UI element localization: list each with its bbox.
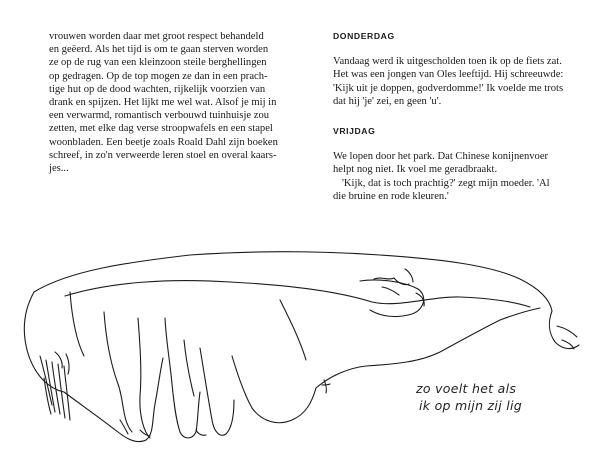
body-text-line: tige hut op de dood wachten, rijkelijk voorzien van [49, 83, 266, 95]
body-text-line: drank en spijzen. Het lijkt me wel wat. Alsof je mij in [49, 97, 277, 109]
figure-body-contour [65, 281, 530, 307]
body-text-line: jes... [49, 163, 69, 175]
body-text-line: dat hij 'je' zei, en geen 'u'. [333, 95, 442, 107]
figure-hair [40, 356, 70, 420]
body-text-line: zetten, met elke dag verse stroopwafels en een stapel [49, 123, 273, 135]
figure-fold [280, 300, 306, 360]
body-text-line: ze op de rug van een kleinzoon steile berghellingen [49, 57, 267, 69]
body-text-line: die bruine en rode kleuren.' [333, 190, 449, 202]
body-text-line: schreef, in zo'n verweerde leren stoel en overal kaars- [49, 149, 277, 161]
figure-fold [184, 340, 194, 396]
body-text-line: We lopen door het park. Dat Chinese konijnenvoer [333, 151, 549, 163]
caption-line: zo voelt het als [416, 381, 517, 396]
figure-fold [70, 292, 84, 356]
figure-fold [165, 318, 200, 438]
handwritten-caption [416, 381, 522, 414]
section-heading-vrijdag: VRIJDAG [333, 126, 376, 137]
figure-hip [316, 308, 540, 388]
figure-arm [360, 280, 424, 317]
body-text-line: helpt nog niet. Ik voel me geradbraakt. [333, 164, 498, 176]
body-text-line: Vandaag werd ik uitgescholden toen ik op de fiets zat. [333, 56, 562, 68]
body-text-line: vrouwen worden daar met groot respect behandeld [49, 31, 264, 42]
body-text-line: 'Kijk, dat is toch prachtig?' zegt mijn moeder. 'Al [342, 177, 550, 189]
body-text-line: een verwarmd, romantisch verbouwd tuinhuisje zou [49, 110, 270, 122]
figure-fold [200, 348, 234, 435]
figure-fold [104, 312, 132, 432]
body-text-line: en geëerd. Als het tijd is om te gaan sterven worden [49, 44, 269, 56]
figure-head [24, 292, 64, 392]
body-text-line: op gedragen. Op de top mogen ze dan in een prach- [49, 70, 268, 82]
figure-top-contour [34, 252, 552, 311]
body-text-line: woonbladen. Een beetje zoals Roald Dahl zijn boeken [49, 136, 278, 148]
figure-fold [138, 318, 150, 438]
caption-line: ik op mijn zij lig [419, 397, 523, 413]
body-text-line: 'Kijk uit je doppen, godverdomme!' Ik voelde me trots [333, 82, 564, 94]
section-heading-donderdag: DONDERDAG [333, 31, 395, 41]
body-text-line: Het was een jongen van Oles leeftijd. Hij schreeuwde: [333, 69, 564, 81]
figure-right-hand [549, 311, 579, 349]
figure-fold [232, 356, 316, 423]
